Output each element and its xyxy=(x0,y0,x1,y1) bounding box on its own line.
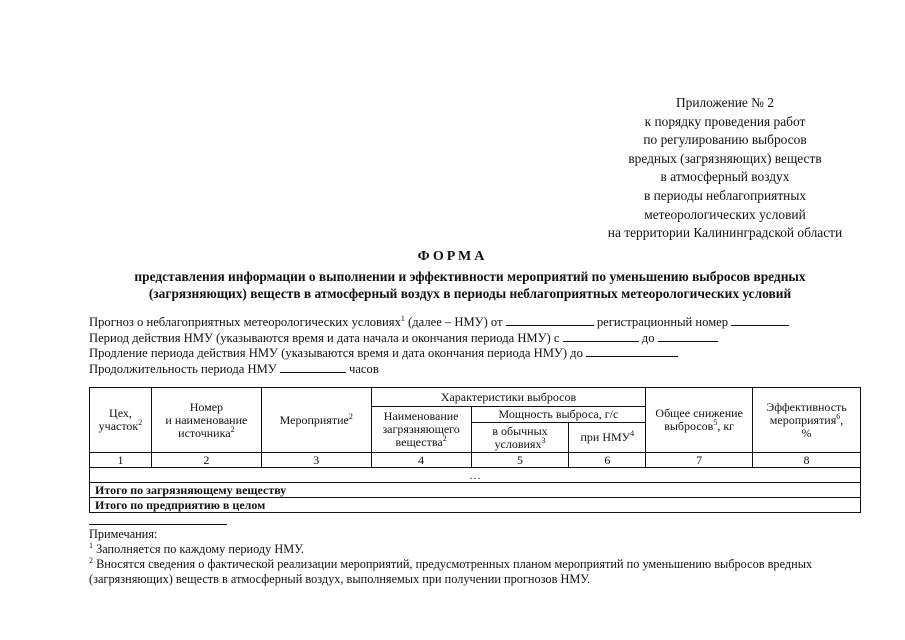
appendix-line: вредных (загрязняющих) веществ xyxy=(628,150,822,166)
header-normal-conditions: в обычных условиях$^3$ xyxy=(471,423,569,453)
header-shop: Цех, участок$^2$ xyxy=(90,388,152,453)
hours-label: часов xyxy=(345,361,379,376)
appendix-line: на территории Калининградской области xyxy=(607,225,843,241)
ellipsis-cell: … xyxy=(90,468,861,483)
column-number: 8 xyxy=(753,453,861,468)
duration-hours-blank[interactable] xyxy=(280,362,346,373)
header-emission-power: Мощность выброса, г/с xyxy=(471,407,646,423)
notes-title: Примечания: xyxy=(89,527,158,541)
registration-number-blank[interactable] xyxy=(731,315,789,326)
forecast-label: Прогноз о неблагоприятных метеорологических условиях xyxy=(89,315,401,329)
column-number: 1 xyxy=(90,453,152,468)
forecast-field-row xyxy=(89,315,789,331)
registration-label: регистрационный номер xyxy=(593,315,729,329)
total-substance-label: Итого по загрязняющему веществу xyxy=(90,483,861,498)
forecast-date-blank[interactable] xyxy=(506,315,594,326)
period-end-blank[interactable] xyxy=(658,331,718,342)
column-numbers-row xyxy=(90,453,861,468)
note-2-continued: (загрязняющих) веществ в атмосферный воздух, выполняемых при получении прогнозов НМУ. xyxy=(89,572,591,586)
header-substance: Наименование загрязняющего вещества$^2$ xyxy=(371,407,471,453)
header-source: Номер и наименование источника$^2$ xyxy=(151,388,261,453)
extension-end-blank[interactable] xyxy=(586,346,678,357)
header-total-reduction: Общее снижение выбросов$^5$, кг xyxy=(646,388,753,453)
appendix-line: по регулированию выбросов xyxy=(643,132,807,148)
period-to-label: до xyxy=(638,330,655,345)
appendix-line: метеорологических условий xyxy=(644,206,806,222)
notes xyxy=(89,527,869,587)
column-number: 4 xyxy=(371,453,471,468)
note-2: $^2$ Вносятся сведения о фактической реализации мероприятий, предусмотренных планом мероприятий по уменьшению выбросов вредных xyxy=(89,555,813,571)
form-subtitle-line: представления информации о выполнении и эффективности мероприятий по уменьшению выбросов вредных xyxy=(134,269,806,284)
note-1: $^1$ Заполняется по каждому периоду НМУ. xyxy=(89,540,304,556)
period-start-blank[interactable] xyxy=(563,331,639,342)
form-subtitle xyxy=(70,268,870,302)
forecast-date-label: (далее – НМУ) от xyxy=(404,315,503,329)
column-number: 6 xyxy=(569,453,646,468)
appendix-header xyxy=(560,94,890,243)
header-efficiency: Эффективность мероприятия$^6$, % xyxy=(753,388,861,453)
column-number: 7 xyxy=(646,453,753,468)
footnote-mark: 1 xyxy=(400,313,405,323)
form-subtitle-line: (загрязняющих) веществ в атмосферный воздух в периоды неблагоприятных метеорологических условий xyxy=(148,286,792,301)
header-measure: Мероприятие$^2$ xyxy=(261,388,371,453)
period-field-row xyxy=(89,331,789,347)
total-enterprise-label: Итого по предприятию в целом xyxy=(90,498,861,513)
duration-label: Продолжительность периода НМУ xyxy=(89,361,277,376)
column-number: 3 xyxy=(261,453,371,468)
duration-field-row xyxy=(89,362,789,378)
notes-divider xyxy=(89,524,227,525)
total-enterprise-row xyxy=(90,498,861,513)
ellipsis-row xyxy=(90,468,861,483)
column-number: 5 xyxy=(471,453,569,468)
appendix-line: в периоды неблагоприятных xyxy=(643,187,807,203)
header-emission-characteristics: Характеристики выбросов xyxy=(371,388,646,407)
column-number: 2 xyxy=(151,453,261,468)
form-title: ФОРМА xyxy=(417,249,488,264)
total-substance-row xyxy=(90,483,861,498)
period-label: Период действия НМУ (указываются время и дата начала и окончания периода НМУ) с xyxy=(89,330,560,345)
appendix-line: к порядку проведения работ xyxy=(644,113,806,129)
extension-field-row xyxy=(89,346,789,362)
extension-label: Продление периода действия НМУ (указываются время и дата окончания периода НМУ) до xyxy=(89,346,583,360)
header-nmu: при НМУ$^4$ xyxy=(569,423,646,453)
emissions-table xyxy=(89,387,861,513)
appendix-line: в атмосферный воздух xyxy=(660,169,790,185)
appendix-line: Приложение № 2 xyxy=(675,95,775,110)
form-fields xyxy=(89,315,789,377)
